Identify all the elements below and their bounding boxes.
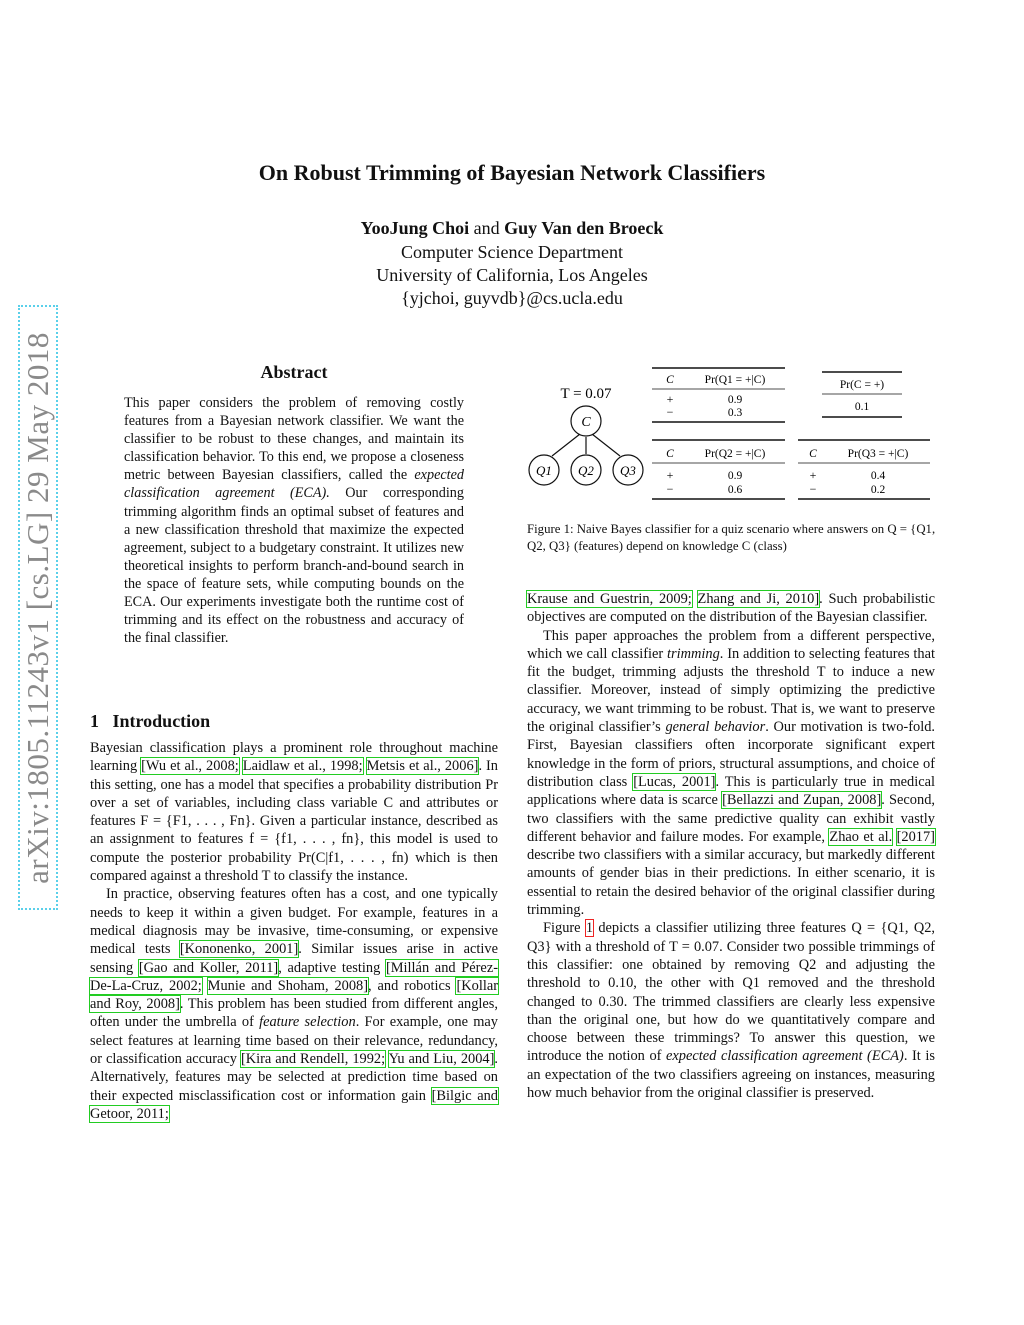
abstract-text-1: This paper considers the problem of removing costly features from a Bayesian network classifier. We want the classifier to be robust to these changes, and maintain its classification behavior. To this end, we propose a closeness metric between Bayesian classifiers, called the: [124, 395, 464, 484]
cpt-q3-r2-c: −: [809, 482, 817, 496]
text-run: This paper approaches the problem from a different perspective, which we call classifier: [527, 627, 935, 662]
citation-link[interactable]: Metsis et al., 2006]: [366, 758, 479, 775]
text-run: . Our motivation is two-fold. First, Bayesian classifiers often incorporate significant expert knowledge in the form of priors, structural assumptions, and choice of distribution class: [527, 719, 936, 790]
arxiv-stamp[interactable]: [18, 305, 58, 910]
cpt-q3-r1-c: +: [809, 468, 817, 482]
prior-value: 0.1: [854, 401, 870, 413]
text-run: . Such probabilistic objectives are computed on the distribution of the Bayesian classifier.: [527, 591, 935, 626]
cpt-q2-r1-v: 0.9: [727, 470, 743, 482]
text-run: , adaptive testing: [278, 959, 386, 976]
citation-link[interactable]: [Kononenko, 2001]: [179, 941, 299, 958]
author-line: [0, 218, 1024, 239]
text-run: . This problem has been studied from different angles, often under the umbrella of: [90, 996, 498, 1031]
left-column-body: [90, 739, 498, 1123]
text-run: depicts a classifier utilizing three features Q = {Q1, Q2, Q3} with a threshold of T = 0.07. Consider two possible trimmings of this classifier: one obtained by removing Q2 and adjusting the threshold to 0.10, the other with Q1 removed and the threshold changed to 0.30. The trimmed classifiers are clearly less expensive than the original one, but how do we quantitatively compare and choose between these trimmings? To answer this question, we introduce the notion of: [527, 920, 935, 1065]
text-run: Figure: [543, 920, 586, 937]
cpt-q1-header-p: Pr(Q1 = +|C): [704, 374, 766, 386]
text-run: , and robotics: [368, 977, 457, 994]
cpt-q3-r2-v: 0.2: [870, 484, 886, 496]
citation-link[interactable]: Zhang and Ji, 2010]: [697, 591, 820, 607]
intro-paragraph-4: [527, 627, 935, 920]
cpt-q3-header-c: C: [809, 448, 817, 460]
node-q1-label: Q1: [536, 463, 552, 478]
abstract-emphasis: expected classification agreement (ECA).: [124, 467, 464, 502]
right-column-body: [527, 590, 935, 1102]
text-run: . Alternatively, features may be selected at prediction time based on their expected misclassification cost or information gain: [90, 1051, 498, 1104]
cpt-q1-r1-v: 0.9: [727, 394, 743, 406]
citation-link[interactable]: [Bellazzi and Zupan, 2008]: [722, 792, 882, 809]
abstract-text-2: Our corresponding trimming algorithm finds an optimal subset of features and a new classification threshold that maximize the expected agreement, subject to a budgetary constraint. It utilizes new theoretical insights to perform branch-and-bound search in the space of feature sets, while computing bounds on the ECA. Our experiments investigate both the runtime cost of trimming and its effect on the robustness and accuracy of the final classifier.: [124, 485, 464, 647]
arxiv-id: arXiv:1805.11243v1 [cs.LG] 29 May 2018: [20, 331, 55, 884]
text-run: . It is an expectation of the two classifiers agreeing on instances, measuring how much behavior from the original classifier is preserved.: [527, 1048, 935, 1102]
author-2: Guy Van den Broeck: [504, 218, 664, 238]
cpt-q3-header-p: Pr(Q3 = +|C): [847, 448, 909, 460]
figure-1: [520, 362, 940, 512]
intro-paragraph-2: [90, 885, 498, 1123]
citation-link[interactable]: [Kollar and Roy, 2008]: [90, 977, 498, 1013]
citation-link[interactable]: [Wu et al., 2008;: [141, 758, 239, 775]
figure-caption: Figure 1: Naive Bayes classifier for a quiz scenario where answers on Q = {Q1, Q2, Q3} (features) depend on knowledge C (class): [527, 522, 936, 553]
text-run: . In addition to selecting features that fit the budget, trimming adjusts the threshold T to induce a new classifier. Moreover, instead of simply optimizing the predictive accuracy, we want trimming to be robust. That is, we want to preserve the original classifier’s: [527, 645, 935, 736]
cpt-q2-header-p: Pr(Q2 = +|C): [704, 448, 766, 460]
affiliation-univ: University of California, Los Angeles: [376, 265, 648, 285]
cpt-q2-r1-c: +: [666, 468, 674, 482]
figure-ref-link[interactable]: 1: [585, 920, 594, 937]
abstract-body: [124, 394, 464, 647]
intro-paragraph-1: [90, 739, 498, 885]
text-run: Bayesian classification plays a prominent role throughout machine learning: [90, 740, 498, 775]
cpt-q2-header-c: C: [666, 448, 674, 460]
node-q2-label: Q2: [578, 463, 594, 478]
cpt-q1-r1-c: +: [666, 392, 674, 406]
cpt-q2-r2-c: −: [666, 482, 674, 496]
citation-link[interactable]: [Millán and Pérez-De-La-Cruz, 2002;: [90, 959, 498, 994]
citation-link[interactable]: [Bilgic and Getoor, 2011;: [90, 1087, 498, 1122]
text-run: describe two classifiers with a similar accuracy, but markedly different amounts of gender bias in their predictions. In either scenario, it is essential to retain the desired behavior of the original classifier during trimming.: [527, 847, 935, 919]
abstract-heading: Abstract: [260, 362, 328, 382]
section-number: 1: [90, 711, 99, 731]
section-title: Introduction: [112, 711, 211, 731]
citation-link[interactable]: [Gao and Koller, 2011]: [138, 959, 279, 976]
section-heading: [90, 711, 210, 732]
emphasis: expected classification agreement (ECA): [666, 1048, 904, 1065]
intro-paragraph-5: [527, 919, 935, 1102]
paper-title: On Robust Trimming of Bayesian Network Classifiers: [258, 160, 766, 185]
node-class-c-label: C: [581, 415, 591, 430]
cpt-q2-r2-v: 0.6: [727, 484, 743, 496]
citation-link[interactable]: Krause and Guestrin, 2009;: [527, 591, 692, 607]
node-q3-label: Q3: [620, 463, 636, 478]
author-1: YooJung Choi: [360, 218, 470, 238]
citation-link[interactable]: [Lucas, 2001]: [633, 773, 716, 790]
author-conjunction: and: [473, 218, 500, 238]
citation-link[interactable]: [Kira and Rendell, 1992;: [240, 1051, 386, 1068]
prior-header: Pr(C = +): [839, 379, 885, 391]
cpt-q1-r2-v: 0.3: [727, 407, 743, 419]
text-run: In practice, observing features often has a cost, and one typically needs to keep it within a given budget. For example, features in a medical diagnosis may be invasive, time-consuming, or expensive medical tests: [90, 886, 498, 958]
citation-link[interactable]: Yu and Liu, 2004]: [388, 1051, 495, 1068]
affiliation-email: {yjchoi, guyvdb}@cs.ucla.edu: [401, 288, 623, 308]
text-run: . This is particularly true in medical applications where data is scarce: [527, 773, 936, 809]
cpt-q1-r2-c: −: [666, 405, 674, 419]
citation-link[interactable]: [2017]: [896, 828, 935, 845]
edge-c-q3: [592, 434, 620, 456]
citation-link[interactable]: Laidlaw et al., 1998;: [242, 758, 363, 775]
cpt-q3-r1-v: 0.4: [870, 470, 886, 482]
text-run: . Second, two classifiers with the same predictive quality can exhibit vastly different behavior and failure modes. For example,: [527, 792, 935, 845]
citation-link[interactable]: Zhao et al.: [829, 828, 893, 845]
intro-paragraph-3: [527, 590, 935, 627]
cpt-q1-header-c: C: [666, 374, 674, 386]
citation-link[interactable]: Munie and Shoham, 2008]: [207, 977, 369, 994]
emphasis: general behavior: [665, 719, 766, 736]
text-run: . In this setting, one has a model that specifies a probability distribution Pr over a set of variables, including class variable C and attributes or features F = {F1, . . . , Fn}. Given a particular instance, described as an assignment to features f = {f1, . . . , fn}, this model is used to compute the posterior probability Pr(C|f1, . . . , fn) which is then compared against a threshold T to classify the instance.: [90, 758, 498, 885]
emphasis: feature selection: [259, 1014, 356, 1031]
text-run: . For example, one may select features at learning time based on their relevance, redundancy, or classification accuracy: [90, 1014, 498, 1068]
text-run: . Similar issues arise in active sensing: [90, 941, 498, 976]
threshold-label: T = 0.07: [560, 386, 612, 402]
edge-c-q1: [552, 434, 580, 456]
emphasis: trimming: [667, 645, 720, 662]
affiliation-dept: Computer Science Department: [401, 242, 623, 262]
